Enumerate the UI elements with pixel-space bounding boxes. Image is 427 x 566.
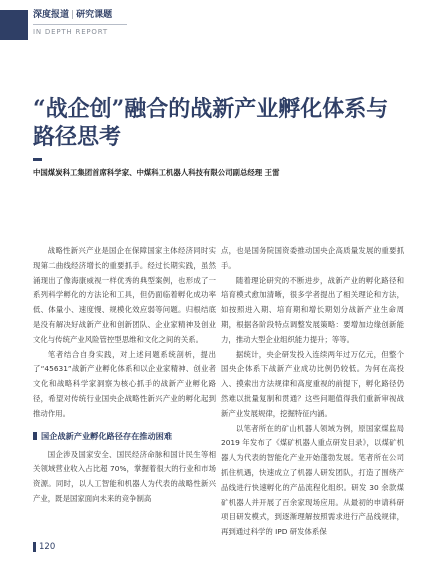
- page-number-marker: [33, 542, 36, 552]
- section-tag: [33, 10, 112, 21]
- paragraph: 随着理论研究的不断进步，战新产业的孵化路径和培育模式愈加清晰，很多学者提出了相关理论和方法，如按照进入期、培育期和增长期划分战新产业生命周期，根据各阶段特点调整发展策略：要增加边缘创新能力，推动大型企业组织能力提升；等等。: [221, 275, 404, 344]
- header-color-block: [0, 10, 28, 40]
- paragraph: 以笔者所在的矿山机器人领域为例，原国家煤监局 2019 年发布了《煤矿机器人重点研发目录》，以煤矿机器人为代表的智能化产业开始蓬勃发展。笔者所在公司抓住机遇，快速成立了机器人研发团队，打造了围绕产品线进行快速孵化的产品流程化组织。研发 30 余款煤矿机器人并开展了百余家现场应用。从最初的申请科研项目研发模式，到逐渐理解按照需求进行产品线规律，再到通过科学的 IPD 研发体系保: [221, 423, 404, 537]
- section-subtitle: IN DEPTH REPORT: [33, 28, 108, 36]
- title-accent-bar: [33, 158, 42, 161]
- author-line: 中国煤炭科工集团首席科学家、中煤科工机器人科技有限公司副总经理 王雷: [33, 168, 280, 177]
- right-column: [221, 244, 404, 540]
- section-name: 深度报道: [33, 10, 70, 20]
- section-separator: |: [71, 10, 75, 20]
- section-marker-icon: [33, 432, 37, 440]
- paragraph: 点，也是国务院国资委推动国央企高质量发展的重要抓手。: [221, 246, 404, 270]
- paragraph: 笔者结合自身实践，对上述问题系统剖析，提出了“45631”战新产业孵化体系和以企业家精神、创业者文化和战略科学家洞察为核心抓手的战新产业孵化路径，希望对传统行业国央企战略性新兴产业的孵化起到推动作用。: [33, 349, 216, 418]
- section-heading: [33, 428, 216, 444]
- column-name: 研究课题: [76, 10, 113, 20]
- header-divider: [33, 24, 127, 25]
- section-heading-text: 国企战新产业孵化路径存在推动困难: [41, 430, 173, 441]
- paragraph: 据统计，央企研发投入连续两年过万亿元，但整个国央企体系下战新产业成功比例仍较低。为何在高投入、摸索出方法规律和高度重视的前提下，孵化路径仍然难以批量复制和贯通？这些问题值得我们重新审视战新产业发展规律，挖掘特征内涵。: [221, 349, 404, 418]
- page-number: 120: [39, 542, 56, 552]
- paragraph: 战略性新兴产业是国企在保障国家主体经济同时实现第二曲线经济增长的重要抓手。经过长期实践，虽然涌现出了像海康威视一样优秀的典型案例，也形成了一系列科学孵化的方法论和工具，但仍面临着孵化成功率低、体量小、速度慢、规模化效应弱等问题。归根结底是没有解决好战新产业和创新团队、企业家精神及创业文化与传统产业风险管控型思维和文化之间的关系。: [33, 246, 216, 344]
- left-column: [33, 244, 216, 507]
- paragraph: 国企涉及国家安全、国民经济命脉和国计民生等相关领域营业收入占比超 70%，掌握着很大的行业和市场资源。同时，以人工智能和机器人为代表的战略性新兴产业，既是国家面向未来的竞争制高: [33, 449, 216, 503]
- article-title: “战企创”融合的战新产业孵化体系与路径思考: [33, 96, 389, 150]
